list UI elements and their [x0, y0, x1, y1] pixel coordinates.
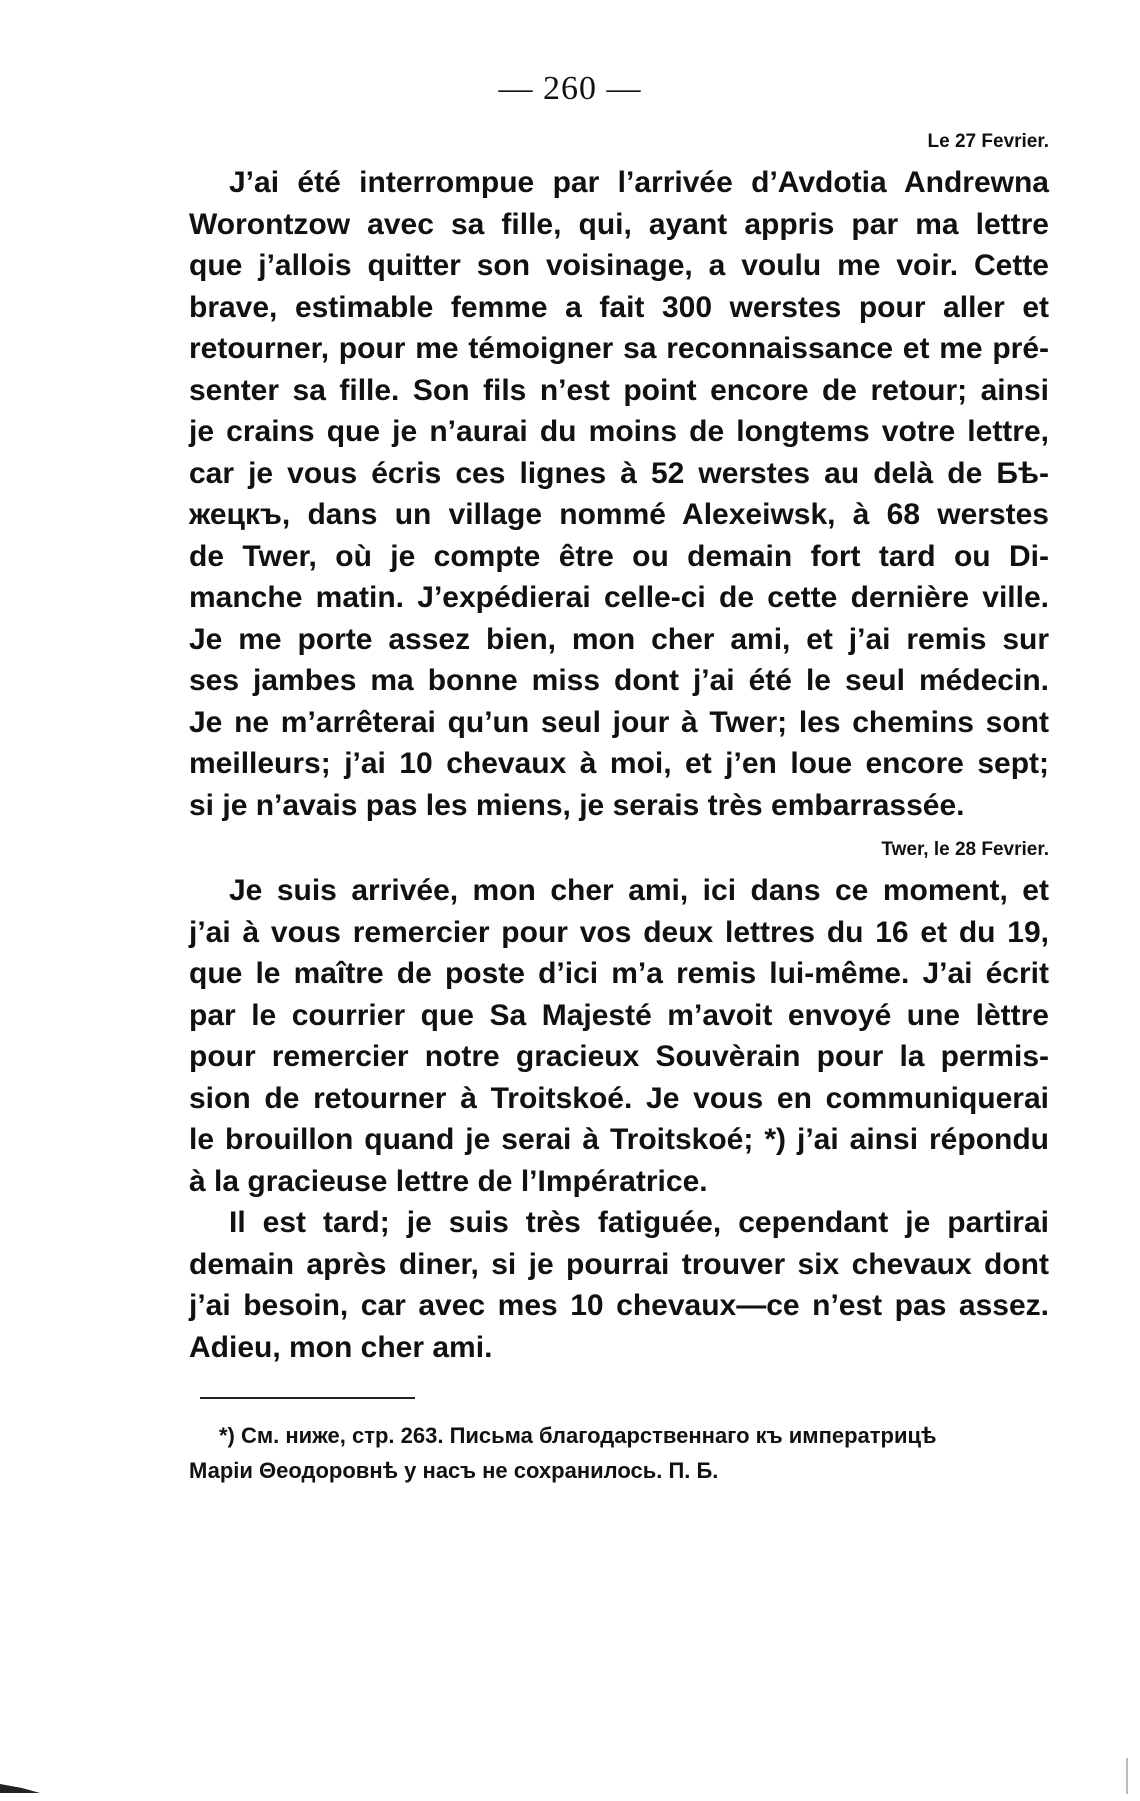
text-line: je crains que je n’aurai du moins de longtems votre lettre,: [189, 415, 1049, 448]
text-line: à la gracieuse lettre de l’Impératrice.: [189, 1164, 708, 1198]
text-line: que le maître de poste d’ici m’a remis lui-même. J’ai écrit: [189, 957, 1049, 990]
paragraph-letter-2a: [189, 870, 1049, 1202]
text-line: par le courrier que Sa Majesté m’avoit envoyé une lèttre: [189, 998, 1049, 1032]
dateline-27-fevrier: Le 27 Fevrier.: [927, 131, 1049, 152]
text-line: de Twer, où je compte être ou demain fort tard ou Di-: [189, 539, 1049, 573]
footnote-rule: [200, 1397, 415, 1399]
text-line: que j’allois quitter son voisinage, a voulu me voir. Cette: [189, 249, 1049, 282]
text-line: sion de retourner à Troitskoé. Je vous en communiquerai: [189, 1081, 1049, 1115]
text-line: j’ai à vous remercier pour vos deux lettres du 16 et du 19,: [189, 915, 1049, 949]
text-line: Je me porte assez bien, mon cher ami, et j’ai remis sur: [189, 622, 1049, 656]
text-line: Adieu, mon cher ami.: [189, 1330, 493, 1364]
paragraph-letter-2b: [189, 1202, 1049, 1368]
text-line: pour remercier notre gracieux Souvèrain pour la permis-: [189, 1040, 1049, 1073]
text-line: Il est tard; je suis très fatiguée, cependant je partirai: [229, 1206, 1049, 1239]
footnote-line: *) См. ниже, стр. 263. Письма благодарственнаго къ императрицѣ: [219, 1423, 937, 1448]
text-line: ses jambes ma bonne miss dont j’ai été le seul médecin.: [189, 664, 1049, 697]
text-line: demain après diner, si je pourrai trouver six chevaux dont: [189, 1247, 1049, 1281]
text-line: Je ne m’arrêterai qu’un seul jour à Twer; les chemins sont: [189, 705, 1049, 739]
text-line: brave, estimable femme a fait 300 werstes pour aller et: [189, 290, 1049, 324]
page-number: — 260 —: [498, 70, 642, 107]
text-line: le brouillon quand je serai à Troitskoé; *) j’ai ainsi répondu: [189, 1123, 1049, 1156]
text-line: car je vous écris ces lignes à 52 werstes au delà de Бѣ-: [189, 456, 1049, 490]
text-line: J’ai été interrompue par l’arrivée d’Avdotia Andrewna: [229, 166, 1049, 199]
paragraph-letter-1: [189, 162, 1049, 826]
scan-corner-mark: [0, 1782, 40, 1794]
text-line: retourner, pour me témoigner sa reconnaissance et me pré-: [189, 332, 1049, 365]
text-line: senter sa fille. Son fils n’est point encore de retour; ainsi: [189, 373, 1049, 407]
text-line: manche matin. J’expédierai celle-ci de cette dernière ville.: [189, 581, 1049, 614]
text-line: Worontzow avec sa fille, qui, ayant appris par ma lettre: [189, 207, 1049, 241]
text-line: si je n’avais pas les miens, je serais très embarrassée.: [189, 788, 965, 822]
main-text: [189, 128, 1049, 1368]
footnote-line: Маріи Θеодоровнѣ у насъ не сохранилось. П. Б.: [189, 1458, 719, 1483]
dateline-28-fevrier: Twer, le 28 Fevrier.: [881, 839, 1049, 860]
text-line: meilleurs; j’ai 10 chevaux à moi, et j’en loue encore sept;: [189, 747, 1049, 780]
text-line: жецкъ, dans un village nommé Alexeiwsk, à 68 werstes: [189, 498, 1049, 531]
scan-edge-tick: [1126, 1758, 1128, 1794]
text-line: j’ai besoin, car avec mes 10 chevaux—ce n’est pas assez.: [189, 1289, 1049, 1322]
text-line: Je suis arrivée, mon cher ami, ici dans ce moment, et: [229, 874, 1049, 907]
footnote: [189, 1418, 1049, 1488]
